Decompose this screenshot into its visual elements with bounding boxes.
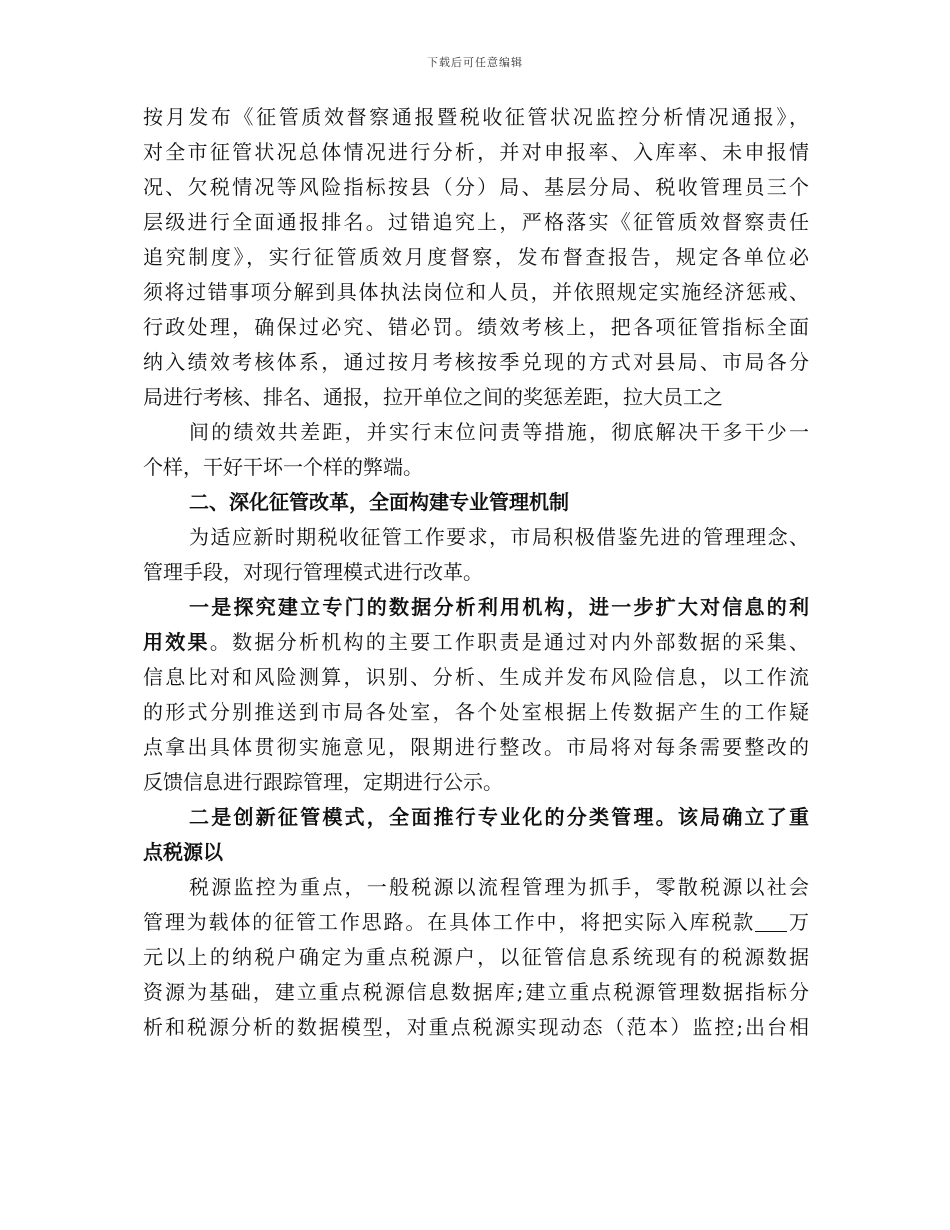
text-line: 元以上的纳税户确定为重点税源户，以征管信息系统现有的税源数据 (143, 945, 809, 969)
text-line: 点拿出具体贯彻实施意见，限期进行整改。市局将对每条需要整改的 (143, 735, 809, 759)
text-line: 局进行考核、排名、通报，拉开单位之间的奖惩差距，拉大员工之 (143, 385, 723, 409)
text-line: 信息比对和风险测算，识别、分析、生成并发布风险信息，以工作流 (143, 665, 809, 689)
text-line: 按月发布《征管质效督察通报暨税收征管状况监控分析情况通报》， (143, 105, 809, 129)
text-line: 纳入绩效考核体系，通过按月考核按季兑现的方式对县局、市局各分 (143, 350, 809, 374)
blank-underline (755, 911, 787, 932)
text-line: 管理手段，对现行管理模式进行改革。 (143, 560, 483, 584)
text-line: 须将过错事项分解到具体执法岗位和人员，并依照规定实施经济惩戒、 (143, 280, 809, 304)
text-line: 税源监控为重点，一般税源以流程管理为抓手，零散税源以社会 (189, 875, 809, 899)
text-line: 的形式分别推送到市局各处室，各个处室根据上传数据产生的工作疑 (143, 700, 809, 724)
section-heading: 二、深化征管改革，全面构建专业管理机制 (189, 490, 569, 514)
document-body (143, 100, 809, 1045)
text-line: 间的绩效共差距，并实行末位问责等措施，彻底解决干多干少一 (189, 420, 809, 444)
bold-lead-line: 二是创新征管模式，全面推行专业化的分类管理。该局确立了重 (189, 805, 809, 829)
mixed-line (143, 905, 809, 940)
bold-lead-line: 一是探究建立专门的数据分析利用机构，进一步扩大对信息的利 (189, 595, 809, 619)
text-line: 行政处理，确保过必究、错必罚。绩效考核上，把各项征管指标全面 (143, 315, 809, 339)
page-header: 下载后可任意编辑 (427, 56, 523, 69)
text-line: 对全市征管状况总体情况进行分析，并对申报率、入库率、未申报情 (143, 140, 809, 164)
text-span: 万 (787, 910, 810, 934)
text-line: 追究制度》，实行征管质效月度督察，发布督查报告，规定各单位必 (143, 245, 809, 269)
text-line: 层级进行全面通报排名。过错追究上，严格落实《征管质效督察责任 (143, 210, 809, 234)
bold-lead-text: 用效果 (143, 630, 210, 654)
text-line: 为适应新时期税收征管工作要求，市局积极借鉴先进的管理理念、 (189, 525, 809, 549)
bold-lead-line: 点税源以 (143, 840, 223, 864)
text-span: 。数据分析机构的主要工作职责是通过对内外部数据的采集、 (209, 630, 810, 654)
text-span: 管理为载体的征管工作思路。在具体工作中，将把实际入库税款 (143, 910, 756, 934)
text-line: 析和税源分析的数据模型，对重点税源实现动态（范本）监控;出台相 (143, 1015, 809, 1039)
text-line: 况、欠税情况等风险指标按县（分）局、基层分局、税收管理员三个 (143, 175, 809, 199)
text-line: 个样，干好干坏一个样的弊端。 (143, 455, 423, 479)
text-line: 反馈信息进行跟踪管理，定期进行公示。 (143, 770, 503, 794)
mixed-line (143, 625, 809, 660)
text-line: 资源为基础，建立重点税源信息数据库;建立重点税源管理数据指标分 (143, 980, 809, 1004)
